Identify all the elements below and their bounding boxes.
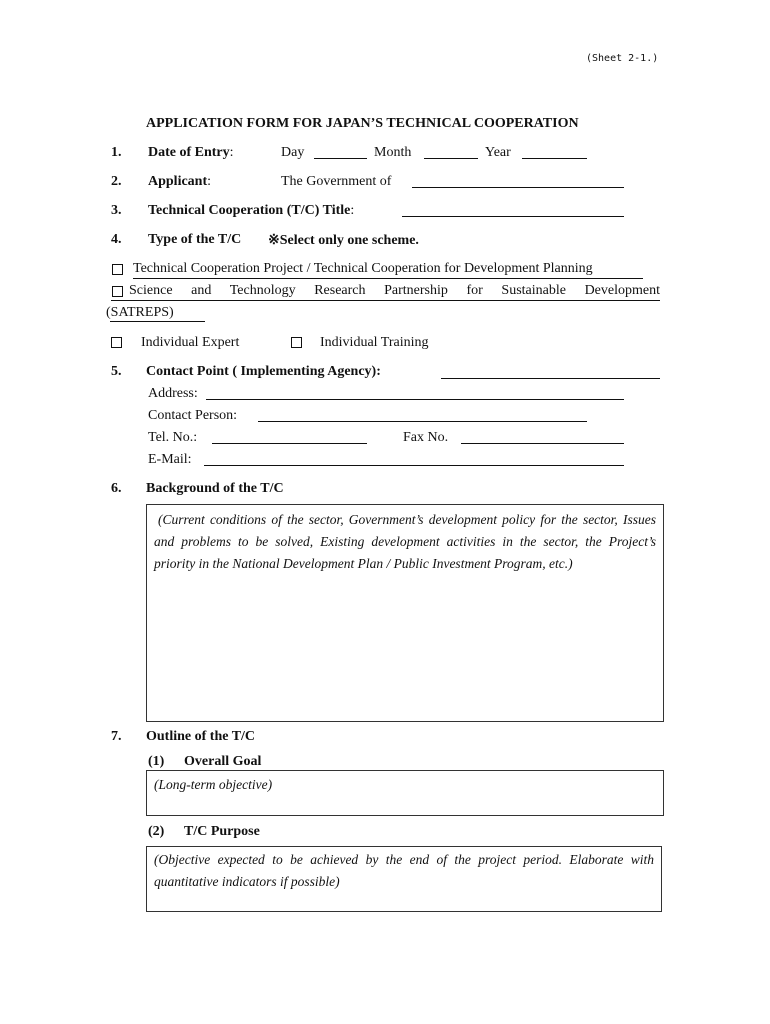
subsection-1-number: (1) xyxy=(148,754,165,769)
section-5-label: Contact Point ( Implementing Agency): xyxy=(146,364,381,379)
tel-label: Tel. No.: xyxy=(148,430,198,445)
section-7-label: Outline of the T/C xyxy=(146,729,256,744)
subsection-1-label: Overall Goal xyxy=(184,754,262,769)
option-satreps-abbrev: (SATREPS) xyxy=(106,305,174,320)
day-field[interactable] xyxy=(314,158,367,159)
section-1-label: Date of Entry xyxy=(148,145,230,160)
background-hint: (Current conditions of the sector, Government’s development policy for the sector, Issues and problems to be solved, Existing development activities in the sector, the Project’s priority in the National Development Plan / Public Investment Program, etc.) xyxy=(154,512,656,571)
section-7-number: 7. xyxy=(111,729,122,744)
section-3-label: Technical Cooperation (T/C) Title xyxy=(148,203,351,218)
option-technical-cooperation-project: Technical Cooperation Project / Technical Cooperation for Development Planning xyxy=(133,261,593,276)
tel-field[interactable] xyxy=(212,443,367,444)
year-field[interactable] xyxy=(522,158,587,159)
section-6-label: Background of the T/C xyxy=(146,481,284,496)
sheet-label: (Sheet 2-1.) xyxy=(586,53,659,64)
fax-field[interactable] xyxy=(461,443,624,444)
section-4-label: Type of the T/C xyxy=(148,232,242,247)
form-title: APPLICATION FORM FOR JAPAN’S TECHNICAL COOPERATION xyxy=(146,116,579,131)
tc-purpose-hint: (Objective expected to be achieved by the end of the project period. Elaborate with quantitative indicators if possible) xyxy=(154,852,654,889)
checkbox-satreps[interactable] xyxy=(112,286,123,297)
section-4-number: 4. xyxy=(111,232,122,247)
month-field[interactable] xyxy=(424,158,478,159)
section-1-label-wrap xyxy=(148,145,234,161)
applicant-government-label: The Government of xyxy=(281,174,392,189)
section-3-label-wrap xyxy=(148,203,354,219)
email-field[interactable] xyxy=(204,465,624,466)
contact-person-label: Contact Person: xyxy=(148,408,238,423)
section-3-number: 3. xyxy=(111,203,122,218)
fax-label: Fax No. xyxy=(403,430,449,445)
section-2-number: 2. xyxy=(111,174,122,189)
subsection-2-number: (2) xyxy=(148,824,165,839)
section-2-colon: : xyxy=(207,174,212,189)
overall-goal-hint: (Long-term objective) xyxy=(154,777,273,792)
address-label: Address: xyxy=(148,386,198,401)
tc-title-field[interactable] xyxy=(402,216,624,217)
background-textbox[interactable] xyxy=(146,504,664,722)
select-one-note: ※Select only one scheme. xyxy=(268,233,419,248)
address-field[interactable] xyxy=(206,399,624,400)
subsection-2-label: T/C Purpose xyxy=(184,824,260,839)
tc-purpose-textbox[interactable] xyxy=(146,846,662,912)
email-label: E-Mail: xyxy=(148,452,192,467)
section-1-colon: : xyxy=(229,145,234,160)
option-2b-underline xyxy=(110,321,205,322)
section-2-label: Applicant xyxy=(148,174,208,189)
option-2-underline xyxy=(111,300,660,301)
year-label: Year xyxy=(485,145,511,160)
checkbox-technical-cooperation-project[interactable] xyxy=(112,264,123,275)
month-label: Month xyxy=(374,145,412,160)
overall-goal-textbox[interactable] xyxy=(146,770,664,816)
option-1-underline xyxy=(133,278,643,279)
contact-point-field[interactable] xyxy=(441,378,660,379)
day-label: Day xyxy=(281,145,305,160)
contact-person-field[interactable] xyxy=(258,421,587,422)
option-individual-expert: Individual Expert xyxy=(141,335,240,350)
section-2-label-wrap xyxy=(148,174,211,190)
option-satreps: Science and Technology Research Partnership for Sustainable Development xyxy=(129,283,660,298)
section-3-colon: : xyxy=(350,203,355,218)
section-1-number: 1. xyxy=(111,145,122,160)
applicant-government-field[interactable] xyxy=(412,187,624,188)
checkbox-individual-expert[interactable] xyxy=(111,337,122,348)
section-6-number: 6. xyxy=(111,481,122,496)
checkbox-individual-training[interactable] xyxy=(291,337,302,348)
option-individual-training: Individual Training xyxy=(320,335,429,350)
section-5-number: 5. xyxy=(111,364,122,379)
